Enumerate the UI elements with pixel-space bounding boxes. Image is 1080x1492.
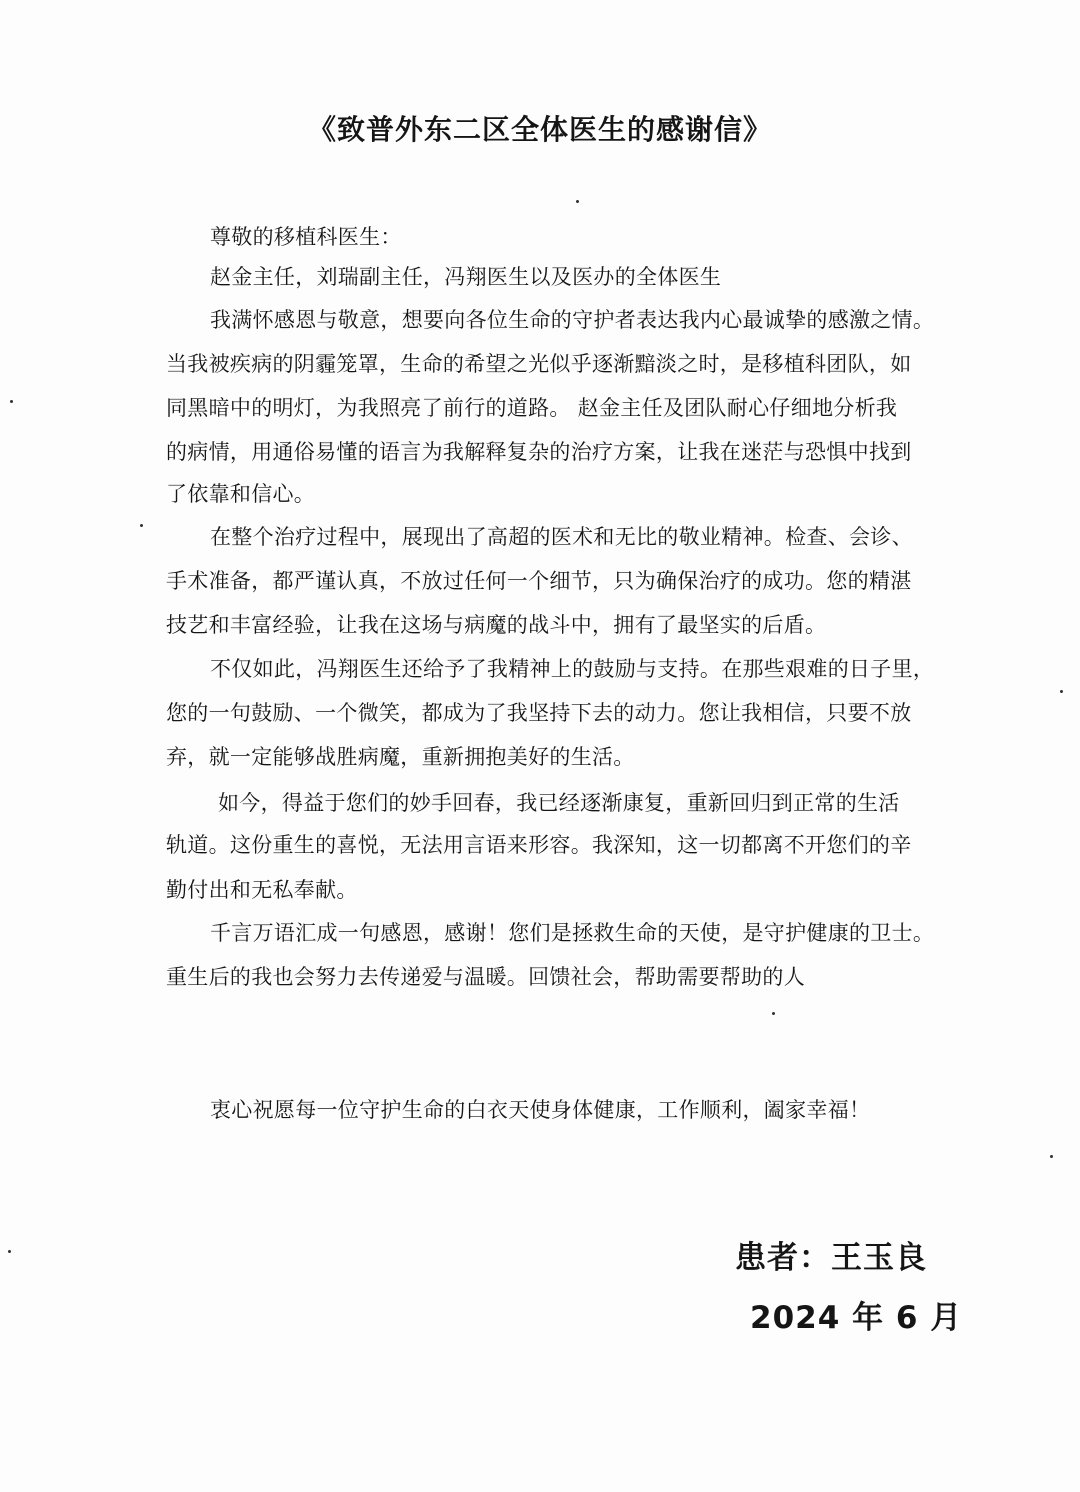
paragraph-5-line-2: 重生后的我也会努力去传递爱与温暖。回馈社会，帮助需要帮助的人: [166, 965, 805, 989]
paragraph-2-line-2: 手术准备，都严谨认真，不放过任何一个细节，只为确保治疗的成功。您的精湛: [166, 569, 912, 593]
paragraph-4-line-3: 勤付出和无私奉献。: [166, 878, 358, 902]
scan-speck: [1050, 1155, 1053, 1158]
paragraph-3-line-1: 不仅如此，冯翔医生还给予了我精神上的鼓励与支持。在那些艰难的日子里，: [210, 657, 935, 681]
letter-title: 《致普外东二区全体医生的感谢信》: [307, 113, 772, 146]
paragraph-2-line-1: 在整个治疗过程中，展现出了高超的医术和无比的敬业精神。检查、会诊、: [210, 525, 913, 549]
salutation: 尊敬的移植科医生：: [210, 225, 402, 249]
paragraph-1-line-1: 我满怀感恩与敬意，想要向各位生命的守护者表达我内心最诚挚的感激之情。: [210, 308, 935, 332]
scan-speck: [1060, 690, 1063, 693]
scan-speck: [772, 1012, 775, 1015]
closing-wishes: 衷心祝愿每一位守护生命的白衣天使身体健康，工作顺利，阖家幸福！: [210, 1098, 871, 1122]
paragraph-1-line-3: 同黑暗中的明灯，为我照亮了前行的道路。 赵金主任及团队耐心仔细地分析我: [166, 396, 898, 420]
paragraph-3-line-3: 弃，就一定能够战胜病魔，重新拥抱美好的生活。: [166, 745, 635, 769]
paragraph-4-line-1: 如今，得益于您们的妙手回春，我已经逐渐康复，重新回归到正常的生活: [218, 791, 900, 815]
addressees: 赵金主任，刘瑞副主任，冯翔医生以及医办的全体医生: [210, 265, 722, 289]
paragraph-3-line-2: 您的一句鼓励、一个微笑，都成为了我坚持下去的动力。您让我相信，只要不放: [166, 701, 912, 725]
scan-speck: [10, 400, 13, 403]
paragraph-5-line-1: 千言万语汇成一句感恩，感谢！您们是拯救生命的天使，是守护健康的卫士。: [210, 921, 935, 945]
signature: 患者：王玉良: [735, 1240, 927, 1276]
paragraph-1-line-5: 了依靠和信心。: [166, 482, 316, 506]
scan-speck: [576, 200, 579, 203]
scan-speck: [8, 1250, 11, 1253]
paragraph-4-line-2: 轨道。这份重生的喜悦，无法用言语来形容。我深知，这一切都离不开您们的辛: [166, 833, 912, 857]
scan-speck: [140, 524, 143, 527]
paragraph-2-line-3: 技艺和丰富经验，让我在这场与病魔的战斗中，拥有了最坚实的后盾。: [166, 613, 827, 637]
paragraph-1-line-4: 的病情，用通俗易懂的语言为我解释复杂的治疗方案，让我在迷茫与恐惧中找到: [166, 440, 912, 464]
date: 2024 年 6 月: [750, 1300, 963, 1336]
paragraph-1-line-2: 当我被疾病的阴霾笼罩，生命的希望之光似乎逐渐黯淡之时，是移植科团队，如: [166, 352, 912, 376]
